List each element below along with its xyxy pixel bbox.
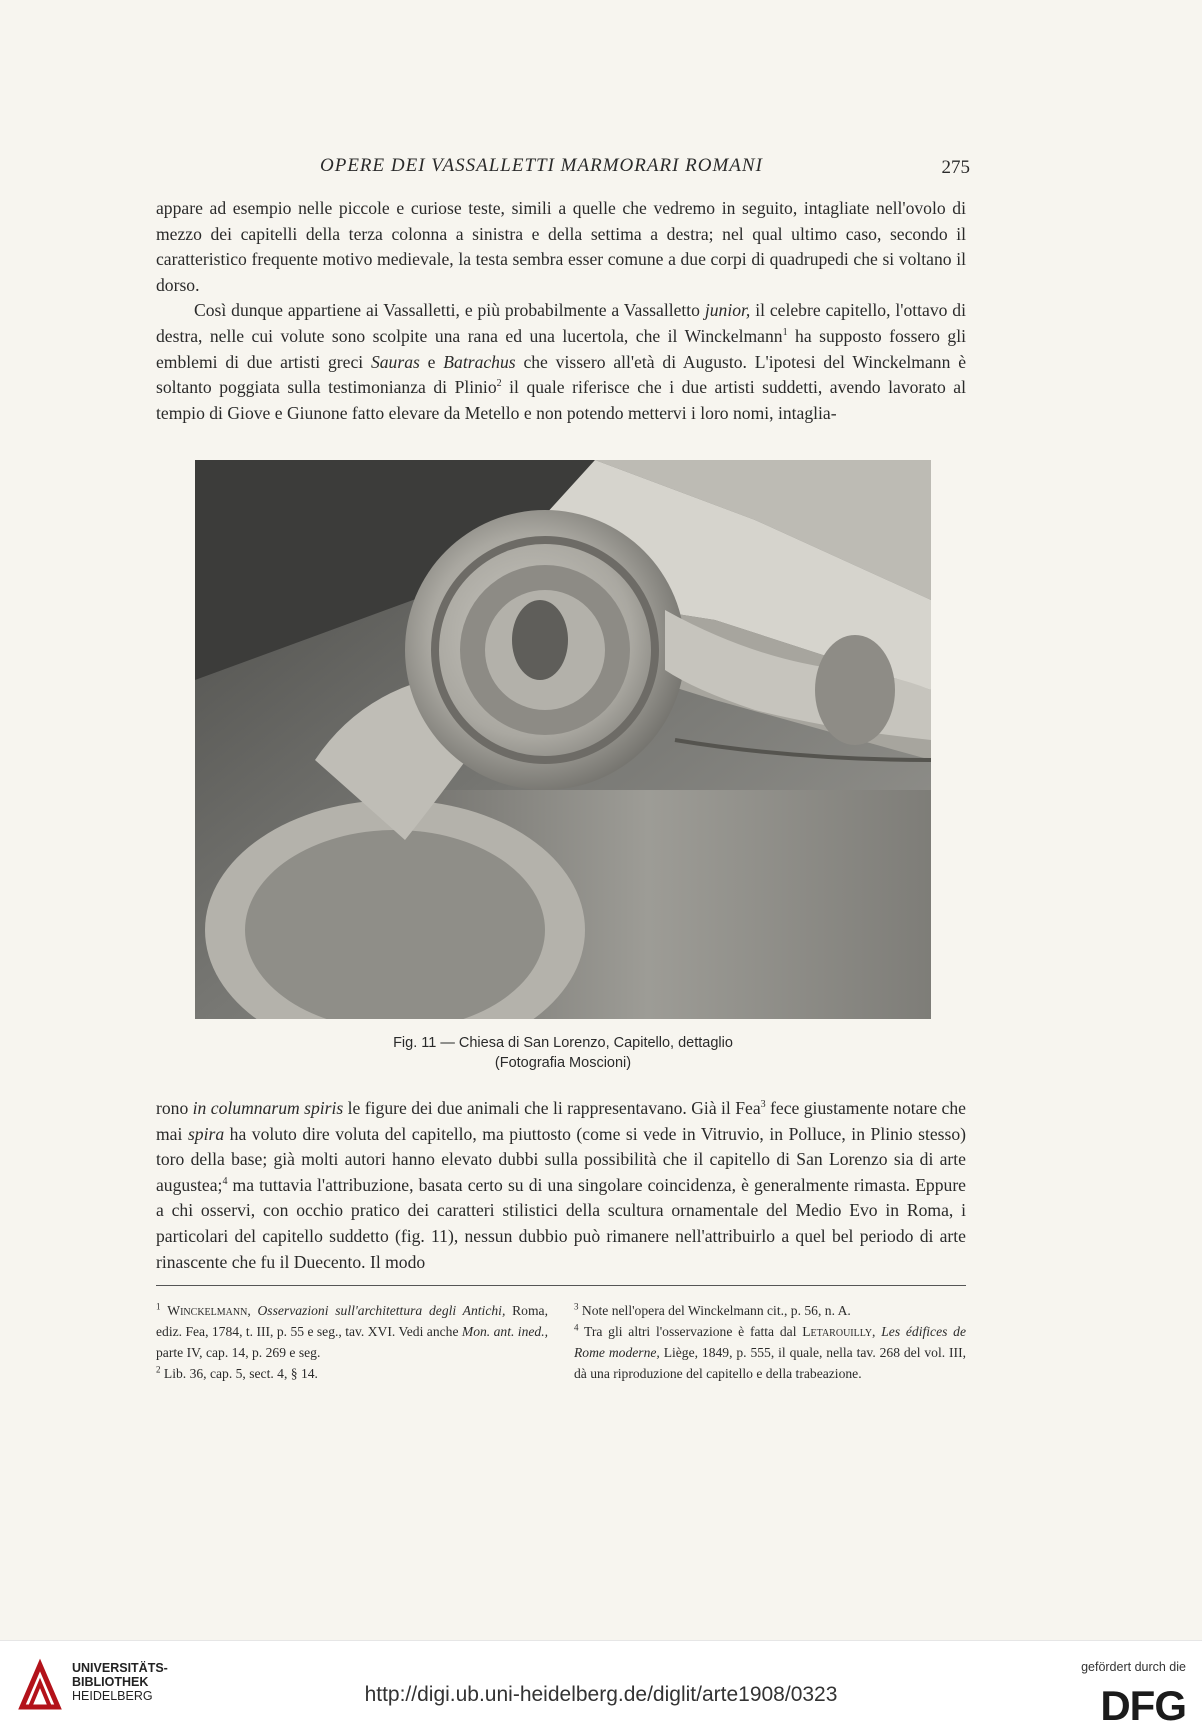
footnote-ref[interactable]: 3 (760, 1099, 766, 1111)
footnote-1: $^1$ Winckelmann, Osservazioni sull'architettura degli Antichi, Roma, ediz. Fea, 1784, t. III, p. 55 e seg., tav. XVI. Vedi anche Mon. ant. ined., parte IV, cap. 14, p. 269 e seg. (156, 1301, 548, 1360)
body-text-top (156, 196, 966, 426)
footnote-ref[interactable]: 2 (496, 378, 502, 390)
paragraph: rono in columnarum spiris le figure dei due animali che li rappresentavano. Già il Fea$^3$ fece giustamente notare che mai spira ha voluto dire voluta del capitello, ma piuttosto (come si vede in Vitruvio, in Polluce, in Plinio stesso) toro della base; già molti autori hanno elevato dubbi sulla possibilità che il capitello di San Lorenzo sia di arte augustea;$^4$ ma tuttavia l'attribuzione, basata certo su di una singolare coincidenza, è generalmente rimasta. Eppure a chi osservi, con occhio pratico dei caratteri stilistici della scultura ornamentale del Medio Evo in Roma, i particolari del capitello suddetto (fig. 11), nessun dubbio può rimanere nell'attribuirlo a quel bel periodo di arte rinascente che fu il Duecento. Il modo (156, 1098, 967, 1272)
page-number: 275 (941, 157, 970, 178)
footnote-ref[interactable]: 1 (782, 327, 788, 339)
footnote-divider (156, 1285, 966, 1286)
footnotes-right-column (574, 1300, 966, 1384)
paragraph: appare ad esempio nelle piccole e curiose teste, simili a quelle che vedremo in seguito, intagliate nell'ovolo di mezzo dei capitelli della terza colonna a sinistra e della settima a destra; nel qual ultimo caso, secondo il caratteristico frequente motivo medievale, la testa sembra esser comune a due corpi di quadrupedi che si voltano il dorso. (156, 198, 966, 295)
body-text-bottom (156, 1096, 966, 1275)
library-name: UNIVERSITÄTS- BIBLIOTHEK HEIDELBERG (72, 1661, 168, 1703)
running-header (150, 155, 970, 185)
paragraph: Così dunque appartiene ai Vassalletti, e più probabilmente a Vassalletto junior, il celebre capitello, l'ottavo di destra, nelle cui volute sono scolpite una rana ed una lucertola, che il Winckelmann$^1$ ha supposto fossero gli emblemi di due artisti greci Sauras e Batrachus che vissero all'età di Augusto. L'ipotesi del Winckelmann è soltanto poggiata sulla testimonianza di Plinio$^2$ il quale riferisce che i due artisti suddetti, avendo lavorato al tempio di Giove e Giunone fatto elevare da Metello e non potendo mettervi i loro nomi, intaglia- (156, 300, 967, 423)
funding-label: gefördert durch die (1081, 1660, 1186, 1674)
capital-photo-illustration (195, 460, 931, 1019)
caption-line-2: (Fotografia Moscioni) (494, 1055, 632, 1071)
footnote-2: $^2$ Lib. 36, cap. 5, sect. 4, § 14. (156, 1364, 318, 1381)
footnotes-left-column (156, 1300, 548, 1384)
footnote-4: $^4$ Tra gli altri l'osservazione è fatta dal Letarouilly, Les édifices de Rome moderne, Liège, 1849, p. 555, il quale, nella tav. 268 del vol. III, dà una riproduzione del capitello e della trabeazione. (574, 1322, 966, 1381)
footnote-ref[interactable]: 4 (222, 1175, 228, 1187)
running-title: OPERE DEI VASSALLETTI MARMORARI ROMANI (320, 155, 763, 176)
footnote-3: $^3$ Note nell'opera del Winckelmann cit., p. 56, n. A. (574, 1301, 851, 1318)
figure-photograph-capital (195, 460, 931, 1019)
permalink-url[interactable]: http://digi.ub.uni-heidelberg.de/diglit/arte1908/0323 (364, 1683, 838, 1706)
dfg-logo: DFG (1100, 1682, 1186, 1729)
caption-line-1: Fig. 11 — Chiesa di San Lorenzo, Capitello, dettaglio (393, 1035, 733, 1051)
figure-caption (195, 1033, 931, 1073)
